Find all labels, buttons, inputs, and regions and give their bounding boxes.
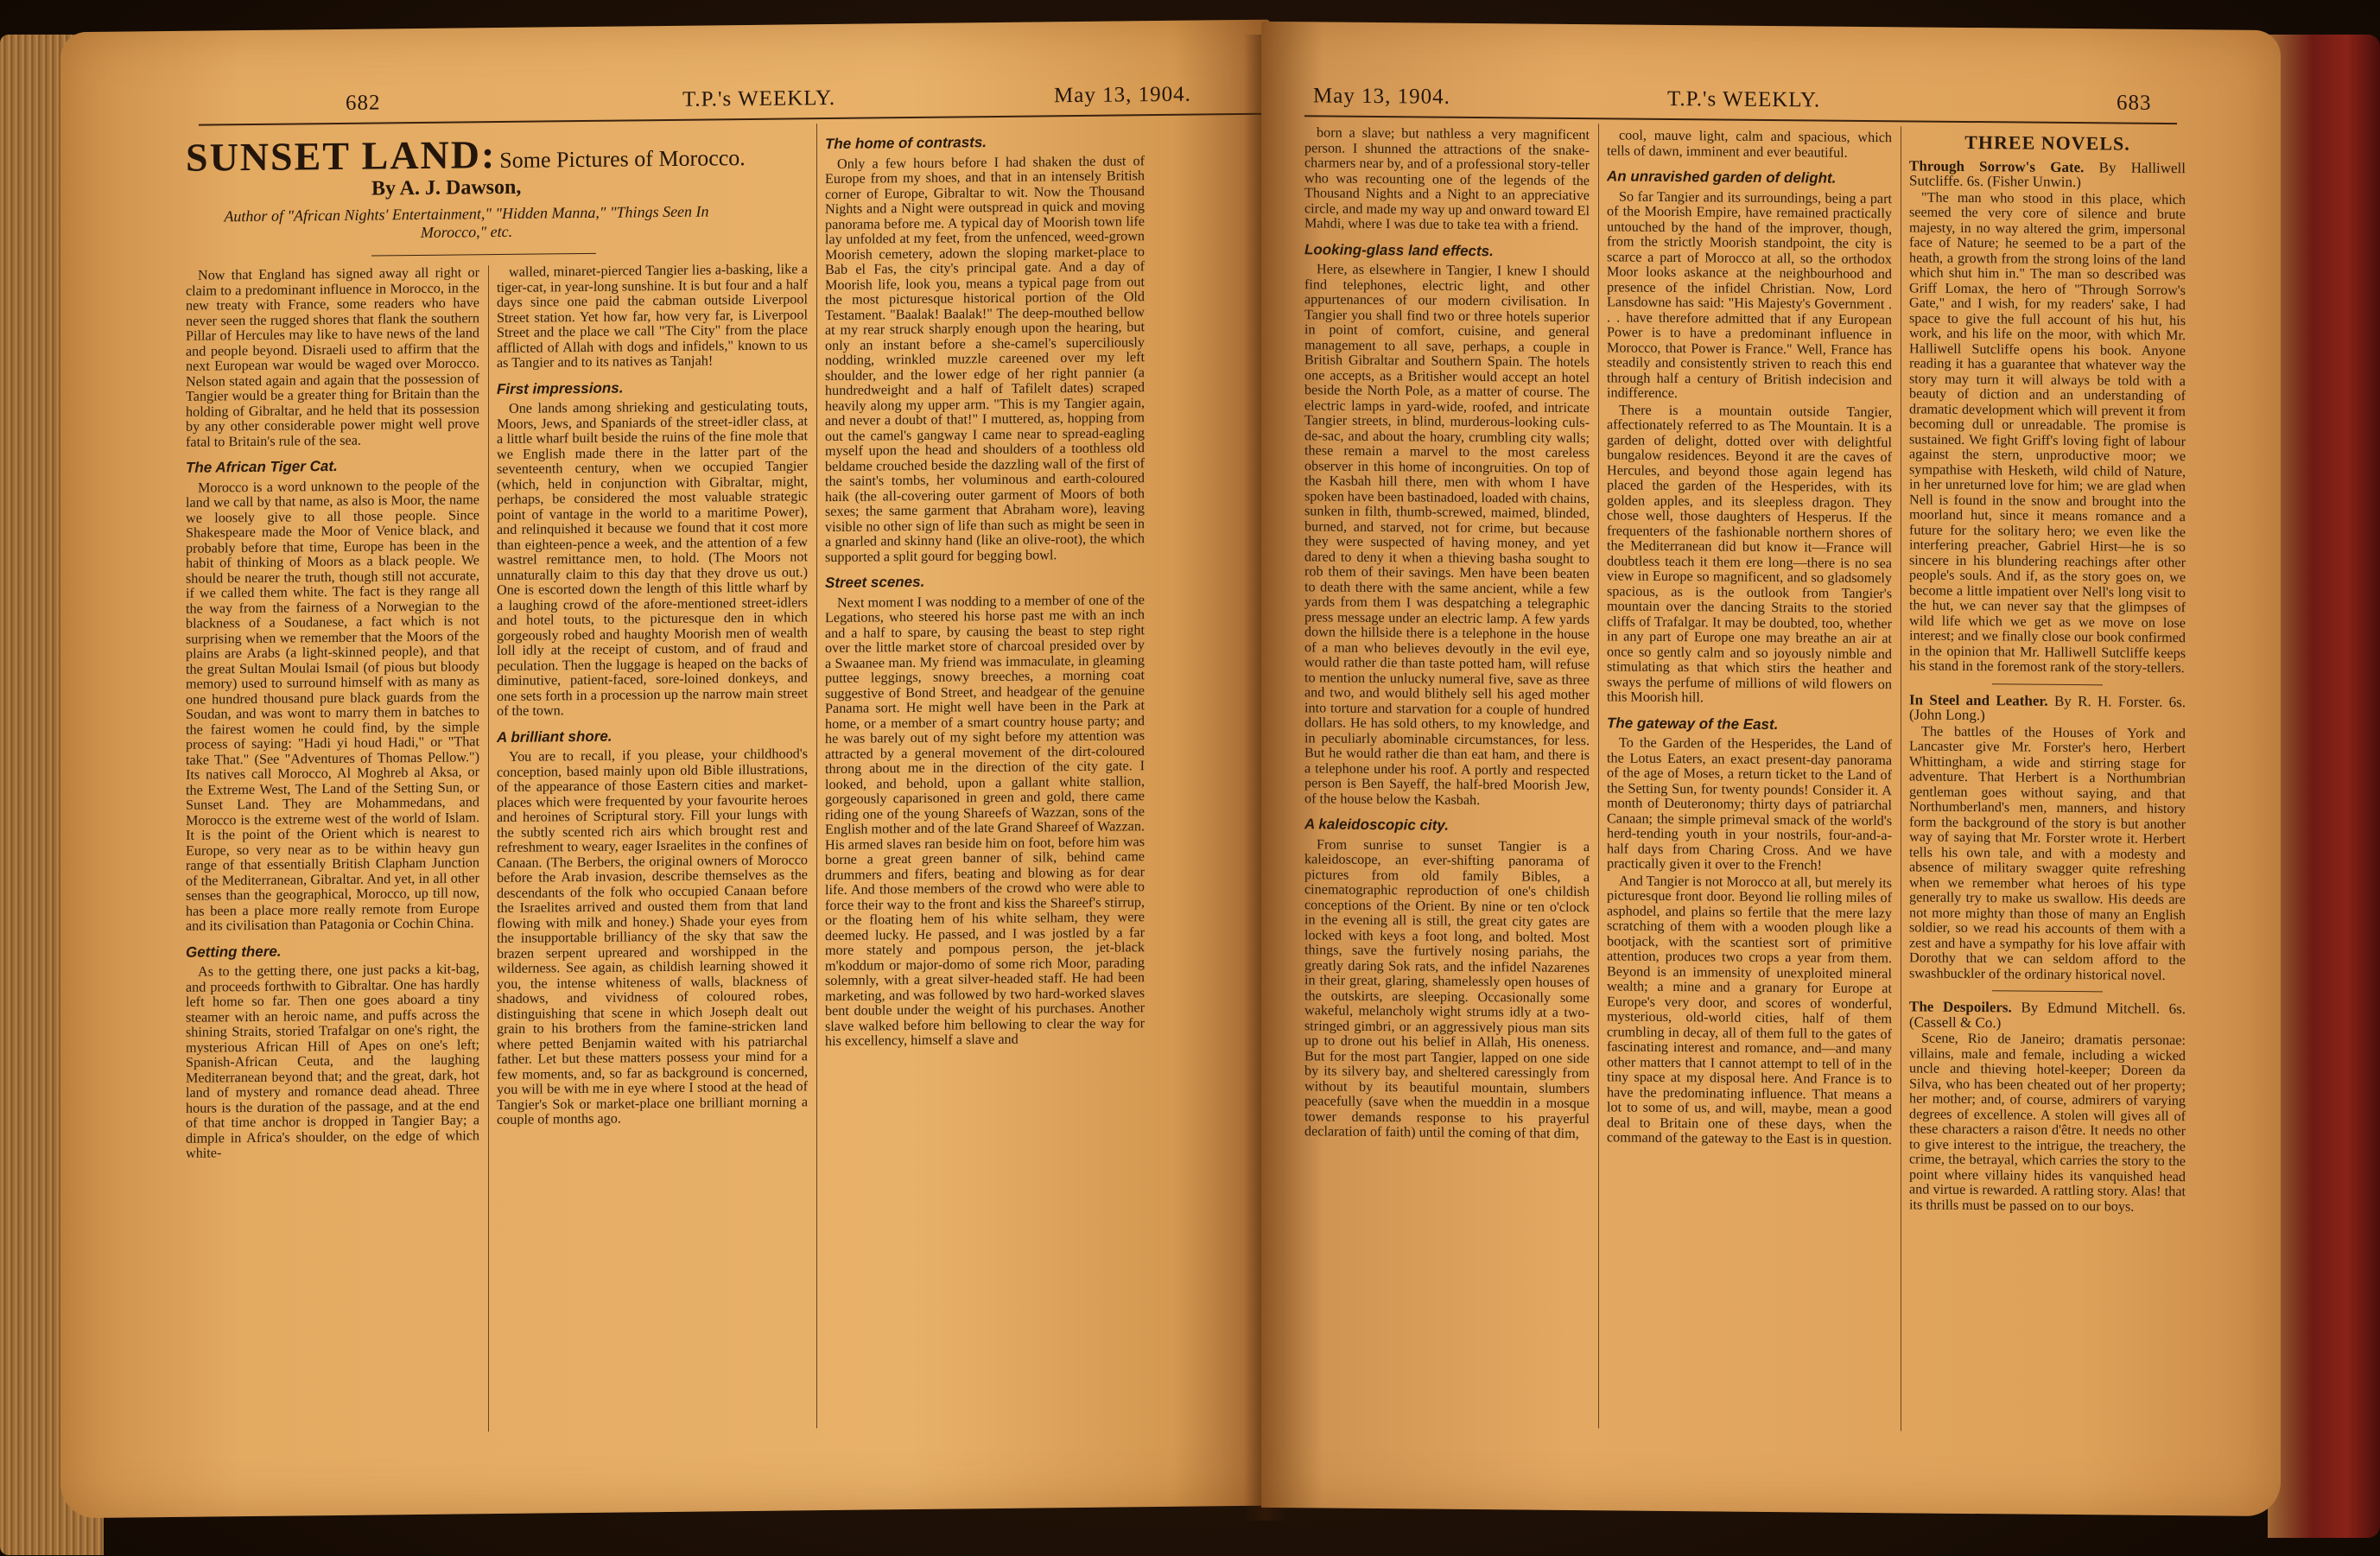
review-book-meta: By R. H. Forster. 6s. (John Long.) (1909, 692, 2186, 724)
review-book-title: The Despoilers. (1909, 998, 2012, 1016)
section-heading: First impressions. (497, 379, 624, 397)
paragraph: You are to recall, if you please, your childhood's conception, based mainly upon old Bible illustrations, of the appearance of those Eastern cities and market-places which were frequented by your favourite heroes and heroines of Scriptural story. Fill your lungs with the subtly scented rich airs which brought rest and refreshment to weary, eager Israelites in the confines of Canaan. (The Berbers, the original owners of Morocco before the Arab invasion, describe themselves as the descendants of the folk who occupied Canaan before the Israelites arrived and ousted them from that land flowing with milk and honey.) Shade your eyes from the insupportable brilliancy of the sky that saw the brazen serpent upreared and worshipped in the wilderness. See again, as childish learning showed it you, the intense whiteness of walls, blackness of shadows, and vividness of coloured robes, distinguishing that scene in which Joseph dealt out grain to his brothers from the famine-stricken land where petted Benjamin waited with his patriarchal father. Let but these matters possess your mind for a few moments, and, so far as background is concerned, you will be with me in eye where I stood at the head of Tangier's Sok or market-place one brilliant morning a couple of months ago. (497, 746, 808, 1128)
section-heading: The home of contrasts. (825, 134, 987, 153)
review-title (1909, 692, 2186, 725)
section-heading: An unravished garden of delight. (1607, 168, 1837, 187)
section-heading: Street scenes. (825, 573, 925, 592)
column-rule (1598, 124, 1599, 1428)
review-book-title: In Steel and Leather. (1909, 690, 2048, 709)
right-cover-edge (2268, 35, 2380, 1538)
paragraph: So far Tangier and its surroundings, being a part of the Moorish Empire, have remained practically untouched by the hand of the improver, though, from the strictly Moorish standpoint, the city is scarce a part of Morocco at all, so the orthodox Moor looks askance at the neighbourhood and presence of the infidel Christian. Now, Lord Lansdowne has said: "His Majesty's Government . . . have therefore admitted that if any European Power is to have a predominant influence in Morocco, that Power is France." Well, France has steadily and consistently striven to reach this end through half a century of British indecision and indifference. (1607, 187, 1892, 402)
section-heading: A brilliant shore. (497, 727, 612, 746)
review-book-meta: By Edmund Mitchell. 6s. (Cassell & Co.) (1909, 999, 2186, 1031)
left-column-2 (497, 262, 808, 1129)
article-title-line (186, 129, 746, 181)
paragraph: One lands among shrieking and gesticulating touts, Moors, Jews, and Spaniards of the street-idler class, at a little wharf built beside the ruins of the fine mole that we English made there in the latter part of the seventeenth century, when we occupied Tangier (which, held in conjunction with Gibraltar, might, perhaps, be considered the most valuable strategic point of vantage in the world to a maritime Power), and relinquished it because we found that it cost more than eighteen-pence a week, and the attention of a few wastrel remittance men, to hold. (The Moors not unnaturally claim to this day that they drove us out.) One is escorted down the length of this little wharf by a laughing crowd of the afore-mentioned street-idlers and hotel touts, to the picturesque den in which gorgeously robed and haughty Moorish men of wealth loll idly at the receipt of custom, and of fraud and peculation. Then the luggage is heaped on the backs of diminutive, patient-faced, sore-loined donkeys, and one sets forth in a procession up the narrow main street of the town. (497, 397, 808, 720)
paragraph: Scene, Rio de Janeiro; dramatis personae: villains, male and female, including a wicked uncle and thieving hotel-keeper; Doreen da Silva, who has been cheated out of her property; her mother; and, of course, admirers of varying degrees of excellence. A stolen will gives all of these characters a raison d'être. It needs no other to give interest to the intrigue, the treachery, the crime, the betrayal, which carries the story to the point where villainy hides its vanquished head and virtue is rewarded. A rattling story. Alas! that its thrills must be passed on to our boys. (1909, 1030, 2186, 1215)
section-heading: The gateway of the East. (1607, 714, 1779, 733)
section-heading: Getting there. (186, 943, 282, 961)
column-rule (816, 124, 817, 1428)
paragraph: Next moment I was nodding to a member of one of the Legations, who steered his horse past me with an inch and a half to spare, by causing the beast to step right over the little market store of charcoal presided over by a Swaanee man. My friend was immaculate, in gleaming puttee leggings, snowy breeches, a morning coat suggestive of Bond Street, and headgear of the genuine Panama sort. He might well have been in the Park at home, or a member of a smart country house party; and he was barely out of my sight before my attention was attracted by a general movement of the dirt-coloured throng about me in the direction of the city gate. I looked, and behold, upon a gallant white stallion, gorgeously caparisoned in green and gold, there came riding one of the young Shareefs of Wazzan, sons of the English mother and of the late Grand Shareef of Wazzan. His armed slaves ran beside him on foot, before him was borne a great green banner of silk, behind came drummers and fifers, beating and blowing as for dear life. And those members of the crowd who were able to force their way to the front and kiss the Shareef's stirrup, or the floating hem of his white selham, they were deemed lucky. He passed, and I was jostled by a far more stately and pompous person, the jet-black m'koddum or major-domo of some rich Moor, parading solemnly, with a great silver-headed staff. He had been marketing, and was followed by two hard-worked slaves bent double under the weight of his purchases. Another slave walked before him bellowing to clear the way for his excellency, himself a slave and (825, 591, 1145, 1050)
article-byline: By A. J. Dawson, (371, 175, 522, 200)
left-date: May 13, 1904. (1054, 82, 1191, 108)
left-column-3 (825, 123, 1145, 1051)
section-heading: The African Tiger Cat. (186, 457, 338, 476)
right-page-number: 683 (2117, 91, 2152, 115)
article-title: SUNSET LAND: (186, 132, 497, 180)
paragraph: Now that England has signed away all right or claim to a predominant influence in Morocco, in the new treaty with France, some readers who have never seen the rugged shores that flank the southern Pillar of Hercules may like to have news of the land and people beyond. Disraeli used to affirm that the next European war would be waged over Morocco. Nelson stated again and again that the possession of Tangier would be a greater thing for Britain than the holding of Gibraltar, and he held that its possession by any other considerable power might well prove fatal to Britain's rule of the sea. (186, 264, 479, 450)
paragraph: As to the getting there, one just packs a kit-bag, and proceeds forthwith to Gibraltar. One has hardly left home so far. Then one goes aboard a tiny steamer with an heroic name, and puffs across the shining Straits, storied Trafalgar on one's right, the mysterious African Hill of Apes on one's left; Spanish-African Ceuta, and the laughing Mediterranean beyond that; and the great, dark, hot land of mystery and romance dead ahead. Three hours is the duration of the passage, and at the end of that time anchor is dropped in Tangier Bay; a dimple in Africa's shoulder, on the edge of which white- (186, 961, 479, 1161)
right-column-1 (1304, 125, 1590, 1143)
paragraph: The battles of the Houses of York and Lancaster give Mr. Forster's hero, Herbert Whittingham, a wide and stirring stage for adventure. That Herbert is a Northumbrian gentleman goes without saying, and that Northumberland's men, manners, and history form the background of the story is but another way of saying that Mr. Forster wrote it. Herbert tells his own tale, and with a modesty and absence of military swagger quite refreshing when we remember what heroes of his type generally try to make us swallow. His deeds are not more mighty than those of many an English soldier, so we read his accounts of them with a zest and have a sympathy for his love affair with Dorothy that we can seldom afford to the swashbuckler of the ordinary historical novel. (1909, 723, 2186, 983)
paragraph: From sunrise to sunset Tangier is a kaleidoscope, an ever-shifting panorama of pictures from old family Bibles, a cinematographic reproduction of one's childish conceptions of the Orient. By nine or ten o'clock in the evening all is still, the great city gates are locked with keys a foot long, and bolted. Most things, save the furtively nosing pariahs, the greatly daring Sok rats, and the infidel Nazarenes in their great, glaring, shamelessly open houses of the outskirts, are sleeping. Occasionally some wakeful, melancholy wight strums idly at a two-stringed gimbri, or an aggressively pious man sits up to drone out his belief in Allah, His oneness. But for the most part Tangier, lapped on one side by its silvery bay, and sheltered caressingly from without by its beautiful mountain, slumbers peacefully (save when the mueddin in a mosque tower demands response to his prayerful declaration of faith) until the coming of that dim, (1304, 835, 1590, 1142)
left-column-1 (186, 265, 479, 1163)
right-page (1261, 22, 2281, 1516)
right-header-rule (1304, 115, 2177, 124)
right-running-title: T.P.'s WEEKLY. (1667, 86, 1821, 112)
author-note: Author of "African Nights' Entertainment," "Hidden Manna," "Things Seen In Morocco," etc. (224, 202, 709, 241)
column-rule (488, 265, 489, 1432)
title-divider (371, 253, 596, 257)
paragraph: "The man who stood in this place, which seemed the very core of silence and brute majesty, in no way altered the grim, impersonal face of Nature; he seemed to be a part of the heath, a growth from the strong loins of the land which shut him in." The man so described was Griff Lomax, the hero of "Through Sorrow's Gate," and I wish, for my readers' sake, I had space to give the full account of his hut, his work, and his life on the moor, with which Mr. Halliwell Sutcliffe opens his book. Anyone reading it has a guarantee that whatever way the story may turn it will always be told with a beauty of diction and an understanding of dramatic development which will prevent it from becoming dull or unreadable. The promise is sustained. We fight Griff's loving fight of labour against the stern, unproductive moor; we sympathise with Hesketh, wild child of Nature, in her unreturned love for him; we are glad when Nell is found in the snow and brought into the moorland hut, since it means romance and a future for the solitary hero; we even like the interfering preacher, Gabriel Hirst—he is so sincere in his blundering reachings after other people's souls. And if, as the story goes on, we become a little impatient over Nell's long visit to the hut, we can never say that the glimpses of wild life which we get as we move on lose interest; and we finally close our book confirmed in the opinion that Mr. Halliwell Sutcliffe keeps his stand in the foremost rank of the story-tellers. (1909, 189, 2186, 676)
right-column-2 (1607, 128, 1892, 1149)
paragraph: Here, as elsewhere in Tangier, I knew I should find telephones, electric light, and other appurtenances of our modern civilisation. In Tangier you shall find two or three hotels superior in point of comfort, cuisine, and general management to all save, perhaps, a couple in British Gibraltar and Southern Spain. The hotels one accepts, as a Britisher would accept an hotel beside the North Pole, as a matter of course. The electric lamps in yard-wide, roofed, and intricate Tangier streets, in blind, murderous-looking culs-de-sac, and about the hoary, crumbling city walls; these remain a marvel to the most careless observer in this home of incongruities. On top of the Kasbah hill there, men with whom I have spoken have been bastinadoed, loaded with chains, sunken in filth, thumb-screwed, maimed, blinded, burned, and starved, not for crime, but because they were suspected of having money, and yet dared to deny it when a thieving basha sought to rob them of their savings. Men have been beaten to death there with the same ancient, while a few yards from them I was despatching a telegraphic press message under an electric lamp. A few yards down the hillside there is a telephone in the house of a man who believes devoutly in the evil eye, would rather die than taste potted ham, will refuse to mention the unlucky numeral five, save as three and two, and would blithely sell his aged mother into torture and starvation for a couple of hundred dollars. He has sold others, to my knowledge, and in peculiarly abominable circumstances, for less. But he would rather die than eat ham, and there is a telephone under his roof. A portly and respected person is Ben Sayeff, the half-bred Moorish Jew, of the house below the Kasbah. (1304, 261, 1590, 808)
review-divider (1992, 990, 2103, 992)
section-heading: A kaleidoscopic city. (1304, 816, 1449, 834)
reviews-heading: THREE NOVELS. (1964, 130, 2130, 155)
review-divider (1992, 683, 2103, 685)
review-title (1909, 158, 2186, 191)
review-title (1909, 999, 2186, 1032)
left-page-number: 682 (346, 91, 381, 115)
review-book-title: Through Sorrow's Gate. (1909, 156, 2085, 175)
article-subtitle: Some Pictures of Morocco. (499, 145, 746, 174)
paragraph: walled, minaret-pierced Tangier lies a-basking, like a tiger-cat, in year-long sunshine. It is but four and a half days since one paid the cabman outside Liverpool Street station. Yet how far, how very far, is Liverpool Street and the place we call "The City" from the place afflicted of Allah with dogs and infidels," known to us as Tangier and to its natives as Tanjah! (497, 261, 808, 372)
paragraph: To the Garden of the Hesperides, the Land of the Lotus Eaters, an exact present-day panorama of the age of Moses, a return ticket to the Land of the Setting Sun, for twenty pounds! Consider it. A month of Deuteronomy; thirty days of patriarchal Canaan; the simple primeval smack of the world's herd-tending youth in your nostrils, four-and-a-half days from Charing Cross. And we have practically given it over to the French! (1607, 734, 1892, 873)
paragraph: Morocco is a word unknown to the people of the land we call by that name, as also is Moor, the name we loosely give to all those people. Since Shakespeare made the Moor of Venice black, and probably before that time, Europe has been in the habit of thinking of Moors as a black people. We should be nearer the truth, though still not accurate, if we called them white. The fact is they range all the way from the fairness of a Norwegian to the blackness of a Soudanese, a fact which is not surprising when we remember that the Moors of the plains are Arabs (a light-skinned people), and that the great Sultan Moulai Ismail (of pious but bloody memory) used to surround himself with as many as one hundred thousand pure black guards from the Soudan, and was wont to marry them in batches to the fairest women he could find, by the simple process of saying: "Hadi yi houd Hadi," or "That take That." (See "Adventures of Thomas Pellow.") Its natives call Morocco, Al Moghreb al Aksa, or the Extreme West, The Land of the Setting Sun, or Sunset Land. They are Mohammedans, and Morocco is the extreme west of the world of Islam. It is the point of the Orient which is nearest to Europe, so very near as to be within heavy gun range of that essentially British Clapham Junction of the Mediterranean, Gibraltar. And yet, in all other senses than the geographical, Morocco, up till now, has been a place more really remote from Europe and its civilisation than Patagonia or Cochin China. (186, 476, 479, 934)
right-column-3 (1909, 130, 2186, 1216)
paragraph: And Tangier is not Morocco at all, but merely its picturesque front door. Beyond lie rolling miles of asphodel, and plains so fertile that the mere lazy scratching of them with a wooden plough like a bootjack, with the scantiest sort of primitive attention, produces two crops a year from them. Beyond is an immensity of unexploited mineral wealth; a mine and a granary for Europe at Europe's very door, and scores of wonderful, mysterious, old-world cities, half of them crumbling in decay, all of them full to the gates of fascinating interest and romance, and—and many other matters that I cannot attempt to tell of in the tiny space at my disposal here. And France is to have the predominating influence. That means a lot to some of us, and will, maybe, mean a good deal to Britain one of these days, when the command of the gateway to the East is in question. (1607, 872, 1892, 1148)
paragraph: There is a mountain outside Tangier, affectionately referred to as The Mountain. It is a garden of delight, dotted over with delightful bungalow residences. Beyond it are the caves of Hercules, and beyond those again legend has placed the garden of the Hesperides, with its golden apples, and its sleepless dragon. They chose well, those daughters of Hesperus. If the frequenters of the fashionable northern shores of the Mediterranean did but know it—France will doubtless teach it them ere long—there is no sea view in Europe so magnificent, and so gladsomely spacious, as is the outlook from Tangier's mountain over the dancing Straits to the storied cliffs of Trafalgar. It may be doubted, too, whether in any part of Europe one may breathe an air at once so gently calm and so joyously nimble and stimulating as that which stirs the heather and sways the perfume of millions of wild flowers on this Moorish hill. (1607, 401, 1892, 706)
left-running-title: T.P.'s WEEKLY. (682, 86, 836, 111)
left-page (60, 20, 1270, 1519)
right-date: May 13, 1904. (1313, 84, 1450, 109)
review-book-meta: By Halliwell Sutcliffe. 6s. (Fisher Unwin.) (1909, 158, 2186, 191)
section-heading: Looking-glass land effects. (1304, 240, 1494, 259)
paragraph: Only a few hours before I had shaken the dust of Europe from my shoes, and that in an intensely British corner of Europe, Gibraltar to wit. Now the Thousand Nights and a Night were outspread in quick and moving panorama before me. A typical day of Moorish town life lay unfolded at my feet, from the unfenced, weed-grown Moorish cemetery, adown the sloping market-place to Bab el Fas, the city's principal gate. And a day of Moorish life, look you, means a typical page from out the most picturesque historical portion of the Old Testament. "Baalak! Baalak!" The deep-mouthed bellow at my rear struck sharply enough upon the hearing, but only an instant before a she-camel's superciliously nodding, wrinkled muzzle careened over my left shoulder, and the lower edge of her right pannier (a hundredweight and a half of Tafilelt dates) scraped heavily along my upper arm. "This is my Tangier again, and never a doubt of that!" I muttered, as, hopping from out the camel's gangway I came near to spread-eagling myself upon the head and shoulders of a toothless old beldame crouched beside the dazzling wall of the first of the saint's tombs, her voluminous and earth-coloured haik (the all-covering outer garment of Moors of both sexes; the same garment that Abraham wore), leaving visible no other sign of life than such as might be seen in a gnarled and skinny hand (like an olive-root), the which supported a split gourd for begging bowl. (825, 152, 1145, 565)
paragraph: born a slave; but nathless a very magnificent person. I shunned the attractions of the snake-charmers near by, and of a professional story-teller who was recounting one of the legends of the Thousand Nights and a Night to an appreciative circle, and made my way up and onward toward El Mahdi, where I was due to take tea with a friend. (1304, 124, 1590, 234)
paragraph: cool, mauve light, calm and spacious, which tells of dawn, imminent and ever beautiful. (1607, 127, 1892, 161)
